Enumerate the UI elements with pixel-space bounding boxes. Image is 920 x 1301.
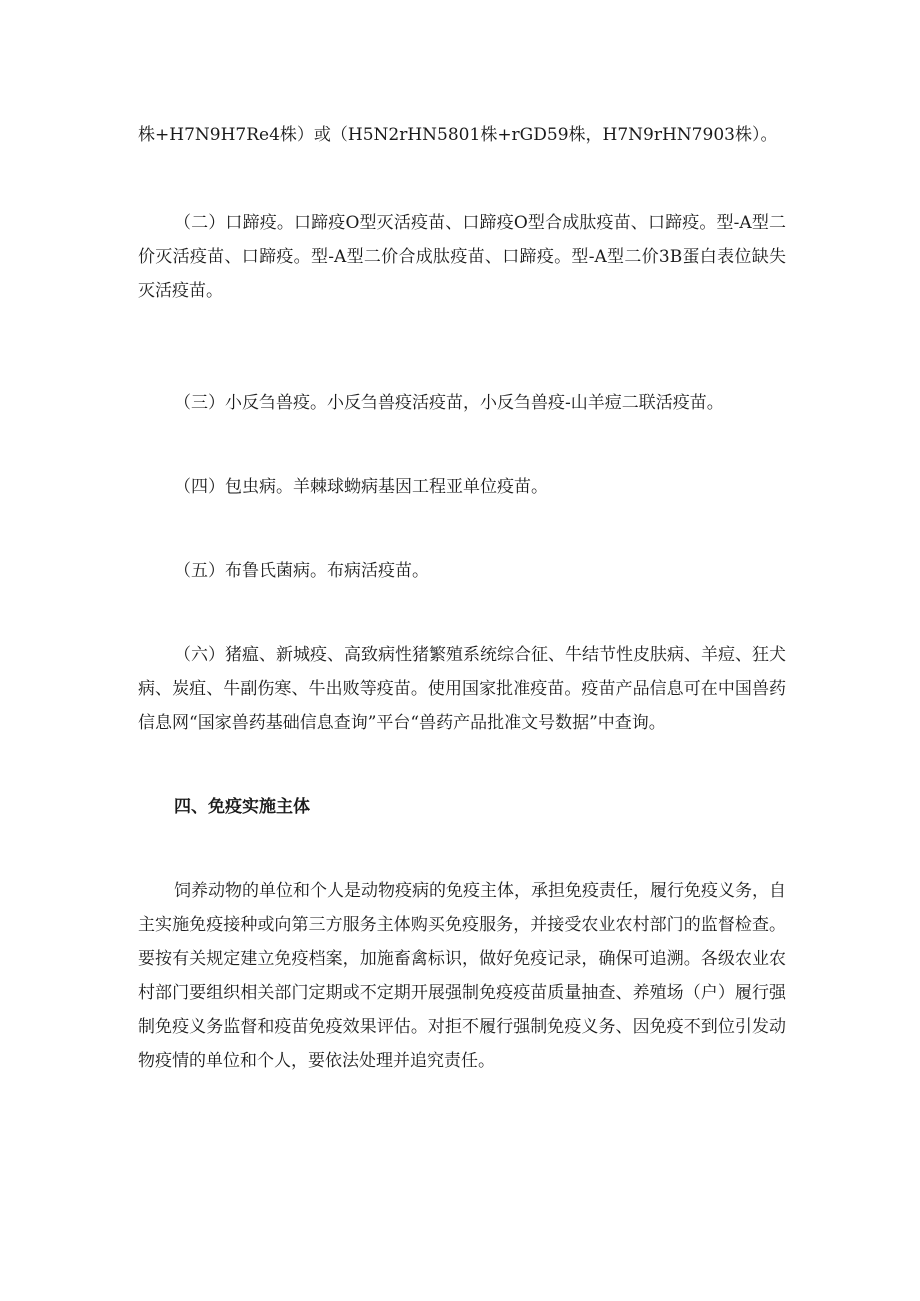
paragraph-brucellosis: （五）布鲁氏菌病。布病活疫苗。 [174, 561, 429, 581]
paragraph-foot-and-mouth: （二）口蹄疫。口蹄疫O型灭活疫苗、口蹄疫O型合成肽疫苗、口蹄疫。型-A型二价灭活疫苗、口蹄疫。型-A型二价合成肽疫苗、口蹄疫。型-A型二价3B蛋白表位缺失灭活疫苗。 [138, 213, 786, 301]
paragraph-other-vaccines: （六）猪瘟、新城疫、高致病性猪繁殖系统综合征、牛结节性皮肤病、羊痘、狂犬病、炭疽、牛副伤寒、牛出败等疫苗。使用国家批准疫苗。疫苗产品信息可在中国兽药信息网“国家兽药基础信息查询”平台“兽药产品批准文号数据”中查询。 [138, 645, 786, 733]
paragraph-echinococcosis: （四）包虫病。羊棘球蚴病基因工程亚单位疫苗。 [174, 477, 548, 497]
paragraph-ppr: （三）小反刍兽疫。小反刍兽疫活疫苗，小反刍兽疫-山羊痘二联活疫苗。 [174, 393, 724, 413]
section-heading: 四、免疫实施主体 [174, 797, 310, 817]
paragraph-immunization-subject: 饲养动物的单位和个人是动物疫病的免疫主体，承担免疫责任，履行免疫义务，自主实施免疫接种或向第三方服务主体购买免疫服务，并接受农业农村部门的监督检查。要按有关规定建立免疫档案，加施畜禽标识，做好免疫记录，确保可追溯。各级农业农村部门要组织相关部门定期或不定期开展强制免疫疫苗质量抽查、养殖场（户）履行强制免疫义务监督和疫苗免疫效果评估。对拒不履行强制免疫义务、因免疫不到位引发动物疫情的单位和个人，要依法处理并追究责任。 [138, 881, 786, 1071]
paragraph-continuation: 株+H7N9H7Re4株）或（H5N2rHN5801株+rGD59株，H7N9rHN7903株）。 [138, 125, 778, 145]
